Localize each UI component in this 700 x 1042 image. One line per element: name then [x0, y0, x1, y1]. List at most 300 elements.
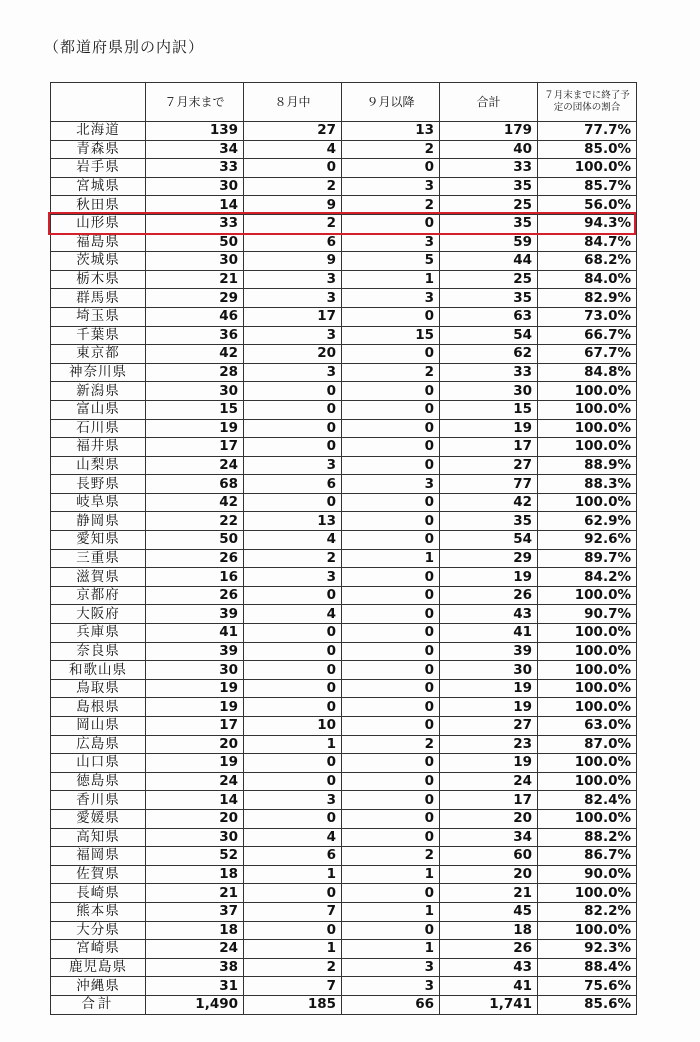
table-row [51, 958, 637, 977]
cell-august: 0 [244, 809, 342, 828]
cell-august: 6 [244, 847, 342, 866]
cell-total: 25 [440, 196, 538, 215]
cell-by-end-july: 30 [146, 828, 244, 847]
table-row [51, 624, 637, 643]
cell-september-onward: 13 [342, 122, 440, 141]
table-row [51, 791, 637, 810]
cell-prefecture: 福島県 [51, 233, 146, 252]
cell-total: 29 [440, 549, 538, 568]
cell-by-end-july: 50 [146, 233, 244, 252]
document-title: （都道府県別の内訳） [44, 38, 205, 56]
table-row [51, 772, 637, 791]
total-row [51, 995, 637, 1014]
cell-prefecture: 青森県 [51, 140, 146, 159]
cell-prefecture: 福井県 [51, 438, 146, 457]
table-row [51, 252, 637, 271]
table-row [51, 456, 637, 475]
header-total: 合計 [440, 83, 538, 122]
cell-by-end-july: 17 [146, 717, 244, 736]
table-row [51, 661, 637, 680]
table-row [51, 865, 637, 884]
table-row [51, 568, 637, 587]
cell-by-end-july: 17 [146, 438, 244, 457]
cell-prefecture: 高知県 [51, 828, 146, 847]
cell-completion-rate: 92.6% [538, 531, 637, 550]
cell-august: 0 [244, 921, 342, 940]
cell-september-onward: 5 [342, 252, 440, 271]
cell-completion-rate: 88.4% [538, 958, 637, 977]
cell-total: 19 [440, 568, 538, 587]
cell-prefecture: 愛媛県 [51, 809, 146, 828]
cell-by-end-july: 36 [146, 326, 244, 345]
cell-september-onward: 0 [342, 159, 440, 178]
table-row [51, 270, 637, 289]
cell-by-end-july: 139 [146, 122, 244, 141]
cell-by-end-july: 24 [146, 456, 244, 475]
cell-august: 0 [244, 661, 342, 680]
table-header-row [51, 83, 637, 122]
cell-august: 27 [244, 122, 342, 141]
cell-total: 35 [440, 512, 538, 531]
cell-total: 60 [440, 847, 538, 866]
cell-by-end-july: 18 [146, 921, 244, 940]
cell-completion-rate: 62.9% [538, 512, 637, 531]
cell-august: 2 [244, 177, 342, 196]
cell-completion-rate: 84.0% [538, 270, 637, 289]
table-row [51, 177, 637, 196]
cell-total: 33 [440, 363, 538, 382]
table-row [51, 921, 637, 940]
cell-september-onward: 3 [342, 289, 440, 308]
cell-august: 3 [244, 326, 342, 345]
cell-september-onward: 0 [342, 661, 440, 680]
cell-completion-rate: 100.0% [538, 438, 637, 457]
table-row [51, 419, 637, 438]
cell-by-end-july: 20 [146, 809, 244, 828]
cell-completion-rate: 92.3% [538, 940, 637, 959]
cell-august: 2 [244, 958, 342, 977]
cell-september-onward: 0 [342, 456, 440, 475]
cell-prefecture: 滋賀県 [51, 568, 146, 587]
table-row [51, 828, 637, 847]
cell-total: 26 [440, 940, 538, 959]
cell-prefecture: 愛知県 [51, 531, 146, 550]
cell-total: 17 [440, 791, 538, 810]
cell-by-end-july: 39 [146, 605, 244, 624]
cell-august: 3 [244, 270, 342, 289]
cell-by-end-july: 19 [146, 698, 244, 717]
cell-prefecture: 山形県 [51, 214, 146, 233]
cell-by-end-july: 33 [146, 214, 244, 233]
cell-total: 44 [440, 252, 538, 271]
cell-august: 6 [244, 475, 342, 494]
cell-prefecture: 沖縄県 [51, 977, 146, 996]
cell-completion-rate: 100.0% [538, 382, 637, 401]
cell-september-onward: 0 [342, 642, 440, 661]
cell-completion-rate: 85.7% [538, 177, 637, 196]
cell-total: 43 [440, 605, 538, 624]
cell-september-onward: 66 [342, 995, 440, 1014]
cell-total: 15 [440, 400, 538, 419]
cell-by-end-july: 31 [146, 977, 244, 996]
cell-september-onward: 0 [342, 400, 440, 419]
cell-september-onward: 3 [342, 977, 440, 996]
table-row [51, 735, 637, 754]
cell-by-end-july: 38 [146, 958, 244, 977]
cell-prefecture: 兵庫県 [51, 624, 146, 643]
cell-prefecture: 岐阜県 [51, 493, 146, 512]
cell-total: 23 [440, 735, 538, 754]
cell-august: 6 [244, 233, 342, 252]
cell-total: 45 [440, 902, 538, 921]
cell-completion-rate: 84.8% [538, 363, 637, 382]
cell-september-onward: 0 [342, 605, 440, 624]
cell-prefecture: 佐賀県 [51, 865, 146, 884]
cell-total: 34 [440, 828, 538, 847]
table-row [51, 438, 637, 457]
cell-prefecture: 神奈川県 [51, 363, 146, 382]
cell-prefecture: 石川県 [51, 419, 146, 438]
cell-prefecture: 栃木県 [51, 270, 146, 289]
cell-august: 0 [244, 586, 342, 605]
cell-total: 33 [440, 159, 538, 178]
cell-completion-rate: 82.9% [538, 289, 637, 308]
cell-september-onward: 0 [342, 531, 440, 550]
cell-total: 20 [440, 865, 538, 884]
table-row [51, 531, 637, 550]
cell-august: 4 [244, 140, 342, 159]
cell-prefecture: 和歌山県 [51, 661, 146, 680]
cell-completion-rate: 56.0% [538, 196, 637, 215]
cell-prefecture: 山口県 [51, 754, 146, 773]
cell-by-end-july: 26 [146, 549, 244, 568]
table-row [51, 809, 637, 828]
cell-prefecture: 広島県 [51, 735, 146, 754]
cell-september-onward: 0 [342, 772, 440, 791]
cell-completion-rate: 88.2% [538, 828, 637, 847]
cell-completion-rate: 82.4% [538, 791, 637, 810]
cell-september-onward: 0 [342, 809, 440, 828]
cell-total: 39 [440, 642, 538, 661]
table-row [51, 902, 637, 921]
cell-prefecture: 福岡県 [51, 847, 146, 866]
table-row [51, 512, 637, 531]
cell-completion-rate: 100.0% [538, 754, 637, 773]
cell-total: 30 [440, 661, 538, 680]
cell-september-onward: 2 [342, 363, 440, 382]
cell-august: 2 [244, 214, 342, 233]
cell-completion-rate: 85.0% [538, 140, 637, 159]
cell-august: 9 [244, 196, 342, 215]
cell-prefecture: 群馬県 [51, 289, 146, 308]
cell-prefecture: 熊本県 [51, 902, 146, 921]
cell-by-end-july: 15 [146, 400, 244, 419]
table-row [51, 717, 637, 736]
cell-completion-rate: 63.0% [538, 717, 637, 736]
cell-total: 19 [440, 754, 538, 773]
table-row [51, 363, 637, 382]
table-row [51, 679, 637, 698]
cell-september-onward: 3 [342, 475, 440, 494]
cell-by-end-july: 21 [146, 270, 244, 289]
cell-total: 27 [440, 456, 538, 475]
cell-september-onward: 1 [342, 940, 440, 959]
table-row [51, 698, 637, 717]
cell-september-onward: 15 [342, 326, 440, 345]
cell-by-end-july: 50 [146, 531, 244, 550]
cell-august: 0 [244, 642, 342, 661]
cell-total: 42 [440, 493, 538, 512]
cell-september-onward: 0 [342, 307, 440, 326]
cell-august: 3 [244, 791, 342, 810]
table-row [51, 977, 637, 996]
cell-by-end-july: 37 [146, 902, 244, 921]
cell-prefecture: 長崎県 [51, 884, 146, 903]
table-row [51, 754, 637, 773]
cell-total: 35 [440, 214, 538, 233]
cell-total: 27 [440, 717, 538, 736]
cell-september-onward: 0 [342, 586, 440, 605]
cell-completion-rate: 100.0% [538, 624, 637, 643]
cell-september-onward: 0 [342, 214, 440, 233]
cell-total: 54 [440, 531, 538, 550]
cell-prefecture: 香川県 [51, 791, 146, 810]
cell-total: 40 [440, 140, 538, 159]
cell-september-onward: 0 [342, 438, 440, 457]
cell-total: 77 [440, 475, 538, 494]
cell-prefecture: 大阪府 [51, 605, 146, 624]
cell-september-onward: 0 [342, 493, 440, 512]
cell-prefecture: 長野県 [51, 475, 146, 494]
cell-by-end-july: 29 [146, 289, 244, 308]
cell-august: 3 [244, 568, 342, 587]
cell-by-end-july: 52 [146, 847, 244, 866]
cell-september-onward: 0 [342, 791, 440, 810]
table-row [51, 214, 637, 233]
cell-completion-rate: 100.0% [538, 809, 637, 828]
cell-august: 9 [244, 252, 342, 271]
cell-by-end-july: 19 [146, 419, 244, 438]
table-row [51, 140, 637, 159]
table-row [51, 940, 637, 959]
cell-total: 24 [440, 772, 538, 791]
cell-september-onward: 2 [342, 735, 440, 754]
cell-prefecture: 富山県 [51, 400, 146, 419]
cell-completion-rate: 100.0% [538, 661, 637, 680]
cell-completion-rate: 82.2% [538, 902, 637, 921]
cell-by-end-july: 30 [146, 177, 244, 196]
cell-total: 25 [440, 270, 538, 289]
cell-august: 3 [244, 456, 342, 475]
cell-prefecture: 東京都 [51, 345, 146, 364]
cell-september-onward: 3 [342, 177, 440, 196]
cell-completion-rate: 90.7% [538, 605, 637, 624]
cell-completion-rate: 77.7% [538, 122, 637, 141]
cell-august: 1 [244, 940, 342, 959]
cell-completion-rate: 100.0% [538, 921, 637, 940]
table-row [51, 382, 637, 401]
cell-completion-rate: 100.0% [538, 698, 637, 717]
cell-completion-rate: 75.6% [538, 977, 637, 996]
cell-completion-rate: 89.7% [538, 549, 637, 568]
cell-by-end-july: 39 [146, 642, 244, 661]
cell-september-onward: 0 [342, 754, 440, 773]
cell-total: 35 [440, 289, 538, 308]
cell-prefecture: 岡山県 [51, 717, 146, 736]
cell-completion-rate: 88.3% [538, 475, 637, 494]
cell-by-end-july: 30 [146, 252, 244, 271]
cell-completion-rate: 84.7% [538, 233, 637, 252]
cell-total: 41 [440, 977, 538, 996]
cell-prefecture: 静岡県 [51, 512, 146, 531]
cell-september-onward: 0 [342, 382, 440, 401]
cell-prefecture: 茨城県 [51, 252, 146, 271]
table-row [51, 475, 637, 494]
header-completion-rate: ７月末までに終了予定の団体の割合 [538, 83, 637, 122]
cell-total: 63 [440, 307, 538, 326]
cell-august: 0 [244, 624, 342, 643]
cell-prefecture: 大分県 [51, 921, 146, 940]
header-by-end-july: ７月末まで [146, 83, 244, 122]
cell-august: 0 [244, 400, 342, 419]
cell-prefecture: 新潟県 [51, 382, 146, 401]
cell-total: 43 [440, 958, 538, 977]
cell-by-end-july: 30 [146, 382, 244, 401]
cell-completion-rate: 100.0% [538, 642, 637, 661]
table-row [51, 122, 637, 141]
cell-prefecture: 鹿児島県 [51, 958, 146, 977]
cell-completion-rate: 100.0% [538, 400, 637, 419]
cell-prefecture: 島根県 [51, 698, 146, 717]
cell-by-end-july: 24 [146, 772, 244, 791]
cell-total: 19 [440, 698, 538, 717]
cell-september-onward: 0 [342, 921, 440, 940]
header-august: ８月中 [244, 83, 342, 122]
cell-august: 7 [244, 977, 342, 996]
cell-completion-rate: 88.9% [538, 456, 637, 475]
cell-september-onward: 0 [342, 568, 440, 587]
cell-august: 10 [244, 717, 342, 736]
table-row [51, 493, 637, 512]
cell-prefecture: 徳島県 [51, 772, 146, 791]
cell-september-onward: 2 [342, 196, 440, 215]
cell-by-end-july: 20 [146, 735, 244, 754]
cell-total: 59 [440, 233, 538, 252]
cell-by-end-july: 19 [146, 679, 244, 698]
cell-september-onward: 3 [342, 958, 440, 977]
cell-total: 35 [440, 177, 538, 196]
cell-by-end-july: 42 [146, 345, 244, 364]
cell-august: 0 [244, 754, 342, 773]
cell-total: 26 [440, 586, 538, 605]
cell-completion-rate: 100.0% [538, 159, 637, 178]
table-row [51, 345, 637, 364]
cell-prefecture: 鳥取県 [51, 679, 146, 698]
cell-completion-rate: 100.0% [538, 884, 637, 903]
cell-completion-rate: 100.0% [538, 586, 637, 605]
cell-by-end-july: 46 [146, 307, 244, 326]
cell-august: 1 [244, 735, 342, 754]
cell-by-end-july: 21 [146, 884, 244, 903]
cell-total: 20 [440, 809, 538, 828]
cell-september-onward: 0 [342, 345, 440, 364]
cell-september-onward: 1 [342, 865, 440, 884]
table-row [51, 400, 637, 419]
cell-prefecture: 北海道 [51, 122, 146, 141]
cell-september-onward: 0 [342, 698, 440, 717]
cell-total: 30 [440, 382, 538, 401]
table-row [51, 605, 637, 624]
cell-august: 0 [244, 159, 342, 178]
cell-total: 17 [440, 438, 538, 457]
cell-august: 0 [244, 698, 342, 717]
cell-completion-rate: 100.0% [538, 679, 637, 698]
cell-total: 41 [440, 624, 538, 643]
table-row [51, 159, 637, 178]
cell-by-end-july: 41 [146, 624, 244, 643]
cell-august: 13 [244, 512, 342, 531]
cell-august: 7 [244, 902, 342, 921]
cell-total: 62 [440, 345, 538, 364]
table-row [51, 549, 637, 568]
table-row [51, 847, 637, 866]
cell-prefecture: 岩手県 [51, 159, 146, 178]
cell-completion-rate: 100.0% [538, 493, 637, 512]
table-row [51, 289, 637, 308]
cell-prefecture: 奈良県 [51, 642, 146, 661]
cell-september-onward: 1 [342, 549, 440, 568]
cell-total: 179 [440, 122, 538, 141]
cell-september-onward: 0 [342, 624, 440, 643]
cell-september-onward: 0 [342, 679, 440, 698]
cell-completion-rate: 68.2% [538, 252, 637, 271]
table-row [51, 642, 637, 661]
cell-august: 4 [244, 828, 342, 847]
cell-august: 185 [244, 995, 342, 1014]
cell-september-onward: 0 [342, 419, 440, 438]
cell-completion-rate: 67.7% [538, 345, 637, 364]
header-prefecture [51, 83, 146, 122]
cell-total: 18 [440, 921, 538, 940]
cell-by-end-july: 26 [146, 586, 244, 605]
cell-august: 0 [244, 382, 342, 401]
cell-by-end-july: 42 [146, 493, 244, 512]
cell-september-onward: 2 [342, 847, 440, 866]
cell-completion-rate: 100.0% [538, 772, 637, 791]
cell-prefecture: 京都府 [51, 586, 146, 605]
cell-august: 0 [244, 493, 342, 512]
cell-by-end-july: 19 [146, 754, 244, 773]
cell-by-end-july: 1,490 [146, 995, 244, 1014]
cell-august: 0 [244, 772, 342, 791]
cell-completion-rate: 84.2% [538, 568, 637, 587]
header-september-onward: ９月以降 [342, 83, 440, 122]
cell-september-onward: 0 [342, 717, 440, 736]
table-row [51, 586, 637, 605]
cell-completion-rate: 87.0% [538, 735, 637, 754]
cell-august: 4 [244, 531, 342, 550]
cell-august: 20 [244, 345, 342, 364]
cell-by-end-july: 30 [146, 661, 244, 680]
cell-completion-rate: 66.7% [538, 326, 637, 345]
table-row [51, 307, 637, 326]
cell-prefecture: 千葉県 [51, 326, 146, 345]
cell-by-end-july: 33 [146, 159, 244, 178]
cell-august: 17 [244, 307, 342, 326]
cell-by-end-july: 22 [146, 512, 244, 531]
cell-completion-rate: 86.7% [538, 847, 637, 866]
cell-by-end-july: 34 [146, 140, 244, 159]
